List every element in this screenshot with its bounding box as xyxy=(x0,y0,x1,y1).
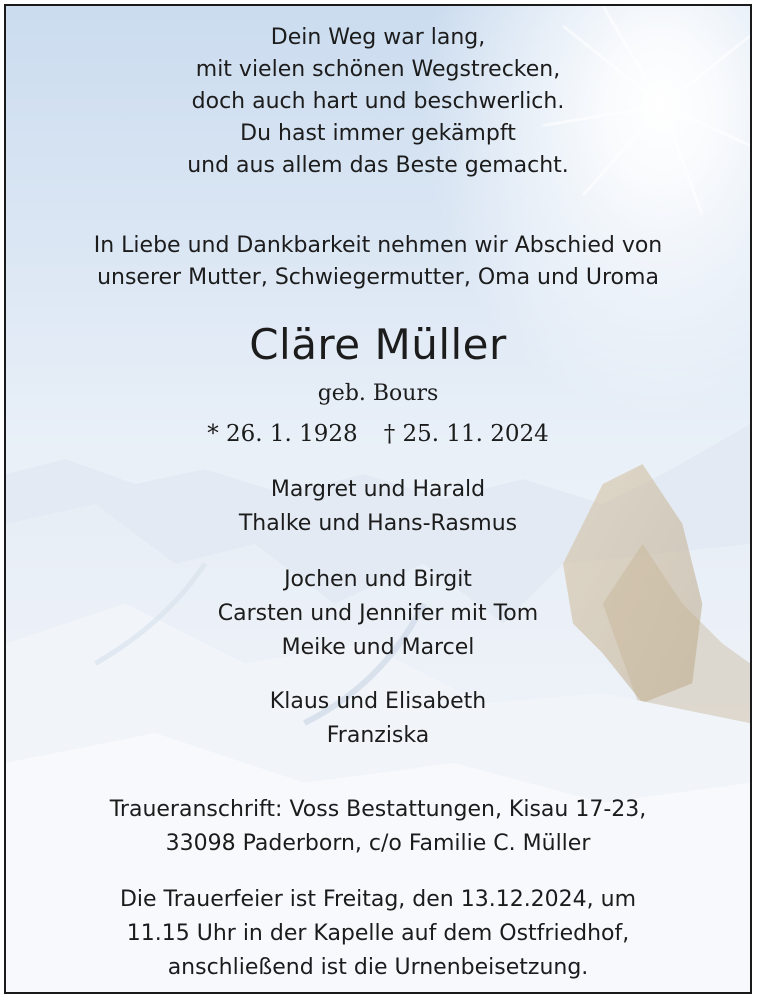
service-line: Die Trauerfeier ist Freitag, den 13.12.2024, um xyxy=(119,887,637,912)
service-line: 11.15 Uhr in der Kapelle auf dem Ostfriedhof, xyxy=(126,921,630,946)
obituary-card xyxy=(4,4,752,994)
poem-line: mit vielen schönen Wegstrecken, xyxy=(195,57,561,82)
poem-line: doch auch hart und beschwerlich. xyxy=(191,89,565,114)
family-line: Carsten und Jennifer mit Tom xyxy=(217,601,539,626)
service-line: anschließend ist die Urnenbeisetzung. xyxy=(167,955,589,980)
obituary-text xyxy=(6,6,750,992)
intro-line: unserer Mutter, Schwiegermutter, Oma und Uroma xyxy=(97,265,659,290)
address-line: Traueranschrift: Voss Bestattungen, Kisau 17-23, xyxy=(109,797,647,822)
poem-line: Dein Weg war lang, xyxy=(270,25,486,50)
deceased-name: Cläre Müller xyxy=(249,320,507,369)
family-line: Thalke und Hans-Rasmus xyxy=(238,511,518,536)
poem-line: und aus allem das Beste gemacht. xyxy=(187,153,569,178)
intro-line: In Liebe und Dankbarkeit nehmen wir Abschied von xyxy=(93,233,663,258)
life-dates xyxy=(6,420,750,448)
birth-name: geb. Bours xyxy=(317,381,439,406)
family-line: Jochen und Birgit xyxy=(284,567,472,592)
family-line: Margret und Harald xyxy=(270,477,486,502)
family-line: Franziska xyxy=(326,723,430,748)
death-date: † 25. 11. 2024 xyxy=(383,421,549,447)
address-line: 33098 Paderborn, c/o Familie C. Müller xyxy=(165,831,591,856)
family-line: Klaus und Elisabeth xyxy=(269,689,487,714)
family-line: Meike und Marcel xyxy=(281,635,475,660)
poem-line: Du hast immer gekämpft xyxy=(240,121,516,146)
birth-date: * 26. 1. 1928 xyxy=(207,421,358,447)
